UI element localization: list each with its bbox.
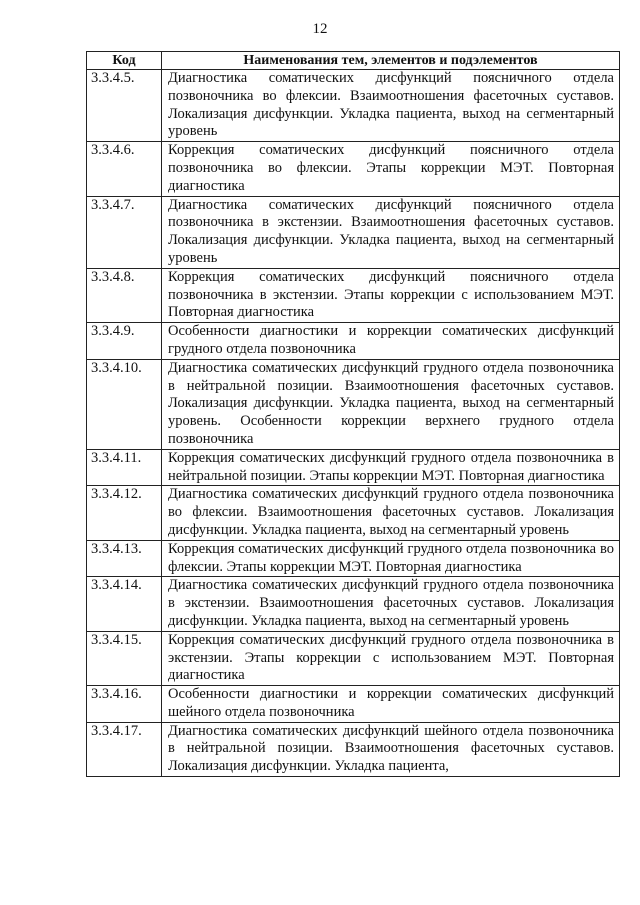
table-row bbox=[87, 142, 620, 196]
row-description: Диагностика соматических дисфункций грудного отдела позвоночника в нейтральной позиции. Взаимоотношения фасеточных суставов. Локализация дисфункции. Укладка пациента, выход на сегментарный уровень. Особенности коррекции верхнего грудного отдела позвоночника bbox=[162, 359, 620, 449]
row-code: 3.3.4.10. bbox=[87, 359, 162, 449]
table-row bbox=[87, 686, 620, 723]
row-description: Диагностика соматических дисфункций поясничного отдела позвоночника в экстензии. Взаимоотношения фасеточных суставов. Локализация дисфункции. Укладка пациента, выход на сегментарный уровень bbox=[162, 196, 620, 268]
table-header-row bbox=[87, 52, 620, 70]
row-code: 3.3.4.16. bbox=[87, 686, 162, 723]
page-number: 12 bbox=[312, 21, 328, 37]
table-row bbox=[87, 323, 620, 360]
table-row bbox=[87, 540, 620, 577]
row-code: 3.3.4.12. bbox=[87, 486, 162, 540]
row-description: Диагностика соматических дисфункций шейного отдела позвоночника в нейтральной позиции. Взаимоотношения фасеточных суставов. Локализация дисфункции. Укладка пациента, bbox=[162, 722, 620, 776]
table-row bbox=[87, 577, 620, 631]
table-row bbox=[87, 359, 620, 449]
row-code: 3.3.4.17. bbox=[87, 722, 162, 776]
row-code: 3.3.4.8. bbox=[87, 268, 162, 322]
row-description: Коррекция соматических дисфункций грудного отдела позвоночника во флексии. Этапы коррекции МЭТ. Повторная диагностика bbox=[162, 540, 620, 577]
row-description: Коррекция соматических дисфункций поясничного отдела позвоночника во флексии. Этапы коррекции МЭТ. Повторная диагностика bbox=[162, 142, 620, 196]
row-description: Коррекция соматических дисфункций грудного отдела позвоночника в экстензии. Этапы коррекции с использованием МЭТ. Повторная диагностика bbox=[162, 631, 620, 685]
row-description: Коррекция соматических дисфункций грудного отдела позвоночника в нейтральной позиции. Этапы коррекции МЭТ. Повторная диагностика bbox=[162, 449, 620, 486]
table-row bbox=[87, 631, 620, 685]
table-row bbox=[87, 449, 620, 486]
row-description: Диагностика соматических дисфункций поясничного отдела позвоночника во флексии. Взаимоотношения фасеточных суставов. Локализация дисфункции. Укладка пациента, выход на сегментарный уровень bbox=[162, 70, 620, 142]
table-row bbox=[87, 196, 620, 268]
row-code: 3.3.4.11. bbox=[87, 449, 162, 486]
row-code: 3.3.4.15. bbox=[87, 631, 162, 685]
row-code: 3.3.4.13. bbox=[87, 540, 162, 577]
row-description: Диагностика соматических дисфункций грудного отдела позвоночника в экстензии. Взаимоотношения фасеточных суставов. Локализация дисфункции. Укладка пациента, выход на сегментарный уровень bbox=[162, 577, 620, 631]
row-description: Особенности диагностики и коррекции соматических дисфункций шейного отдела позвоночника bbox=[162, 686, 620, 723]
row-code: 3.3.4.6. bbox=[87, 142, 162, 196]
row-description: Коррекция соматических дисфункций поясничного отдела позвоночника в экстензии. Этапы коррекции с использованием МЭТ. Повторная диагностика bbox=[162, 268, 620, 322]
header-title: Наименования тем, элементов и подэлементов bbox=[162, 52, 620, 70]
row-description: Диагностика соматических дисфункций грудного отдела позвоночника во флексии. Взаимоотношения фасеточных суставов. Локализация дисфункции. Укладка пациента, выход на сегментарный уровень bbox=[162, 486, 620, 540]
row-code: 3.3.4.14. bbox=[87, 577, 162, 631]
header-code: Код bbox=[87, 52, 162, 70]
row-code: 3.3.4.5. bbox=[87, 70, 162, 142]
table-body bbox=[87, 70, 620, 777]
topics-table bbox=[86, 51, 620, 777]
row-code: 3.3.4.9. bbox=[87, 323, 162, 360]
table-row bbox=[87, 70, 620, 142]
row-description: Особенности диагностики и коррекции соматических дисфункций грудного отдела позвоночника bbox=[162, 323, 620, 360]
table-row bbox=[87, 722, 620, 776]
table-row bbox=[87, 268, 620, 322]
table-row bbox=[87, 486, 620, 540]
row-code: 3.3.4.7. bbox=[87, 196, 162, 268]
